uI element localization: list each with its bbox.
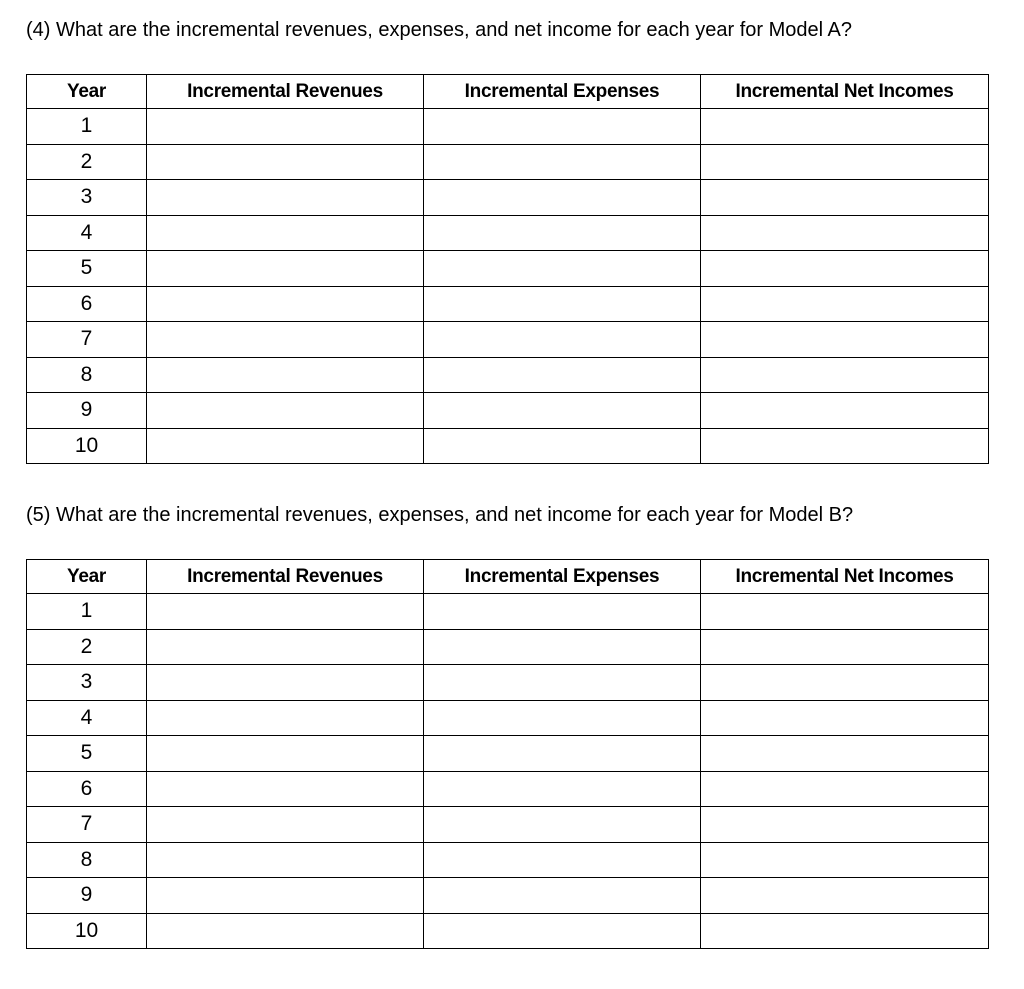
table-row [27,357,989,393]
table-row [27,393,989,429]
expenses-cell[interactable] [424,109,701,145]
year-cell: 3 [27,180,147,216]
net-incomes-cell[interactable] [701,251,989,287]
year-cell: 8 [27,357,147,393]
table-row [27,109,989,145]
net-incomes-cell[interactable] [701,180,989,216]
expenses-cell[interactable] [424,393,701,429]
model-a-table-body [27,109,989,464]
table-row [27,771,989,807]
expenses-cell[interactable] [424,842,701,878]
net-incomes-cell[interactable] [701,322,989,358]
year-cell: 2 [27,629,147,665]
expenses-cell[interactable] [424,428,701,464]
revenues-cell[interactable] [147,913,424,949]
revenues-cell[interactable] [147,807,424,843]
expenses-cell[interactable] [424,878,701,914]
net-incomes-cell[interactable] [701,629,989,665]
revenues-cell[interactable] [147,700,424,736]
year-cell: 1 [27,109,147,145]
revenues-cell[interactable] [147,878,424,914]
revenues-cell[interactable] [147,629,424,665]
header-incremental-net-incomes: Incremental Net Incomes [701,75,989,109]
expenses-cell[interactable] [424,913,701,949]
year-cell: 7 [27,322,147,358]
table-row [27,807,989,843]
net-incomes-cell[interactable] [701,665,989,701]
revenues-cell[interactable] [147,357,424,393]
revenues-cell[interactable] [147,109,424,145]
table-row [27,878,989,914]
expenses-cell[interactable] [424,144,701,180]
table-row [27,180,989,216]
model-b-table [26,559,989,949]
revenues-cell[interactable] [147,665,424,701]
year-cell: 5 [27,736,147,772]
table-row [27,842,989,878]
net-incomes-cell[interactable] [701,357,989,393]
table-row [27,215,989,251]
header-incremental-revenues: Incremental Revenues [147,560,424,594]
table-row [27,913,989,949]
net-incomes-cell[interactable] [701,286,989,322]
year-cell: 9 [27,878,147,914]
net-incomes-cell[interactable] [701,109,989,145]
year-cell: 4 [27,215,147,251]
net-incomes-cell[interactable] [701,393,989,429]
table-row [27,594,989,630]
revenues-cell[interactable] [147,771,424,807]
table-row [27,286,989,322]
table-row [27,736,989,772]
expenses-cell[interactable] [424,629,701,665]
header-row [27,560,989,594]
net-incomes-cell[interactable] [701,771,989,807]
net-incomes-cell[interactable] [701,428,989,464]
expenses-cell[interactable] [424,215,701,251]
table-row [27,700,989,736]
header-incremental-revenues: Incremental Revenues [147,75,424,109]
header-incremental-expenses: Incremental Expenses [424,560,701,594]
revenues-cell[interactable] [147,251,424,287]
year-cell: 5 [27,251,147,287]
year-cell: 10 [27,428,147,464]
year-cell: 4 [27,700,147,736]
header-incremental-net-incomes: Incremental Net Incomes [701,560,989,594]
expenses-cell[interactable] [424,357,701,393]
revenues-cell[interactable] [147,842,424,878]
revenues-cell[interactable] [147,180,424,216]
net-incomes-cell[interactable] [701,842,989,878]
question-model-a: (4) What are the incremental revenues, expenses, and net income for each year for Model A? [26,19,852,41]
revenues-cell[interactable] [147,215,424,251]
revenues-cell[interactable] [147,594,424,630]
expenses-cell[interactable] [424,807,701,843]
table-row [27,428,989,464]
expenses-cell[interactable] [424,700,701,736]
table-row [27,322,989,358]
revenues-cell[interactable] [147,428,424,464]
year-cell: 6 [27,286,147,322]
expenses-cell[interactable] [424,771,701,807]
net-incomes-cell[interactable] [701,878,989,914]
revenues-cell[interactable] [147,736,424,772]
header-row [27,75,989,109]
year-cell: 6 [27,771,147,807]
expenses-cell[interactable] [424,180,701,216]
revenues-cell[interactable] [147,393,424,429]
revenues-cell[interactable] [147,144,424,180]
year-cell: 10 [27,913,147,949]
year-cell: 8 [27,842,147,878]
revenues-cell[interactable] [147,286,424,322]
year-cell: 7 [27,807,147,843]
year-cell: 1 [27,594,147,630]
expenses-cell[interactable] [424,286,701,322]
question-model-b: (5) What are the incremental revenues, expenses, and net income for each year for Model B? [26,504,854,526]
model-b-table-body [27,594,989,949]
revenues-cell[interactable] [147,322,424,358]
net-incomes-cell[interactable] [701,913,989,949]
net-incomes-cell[interactable] [701,215,989,251]
expenses-cell[interactable] [424,322,701,358]
table-row [27,144,989,180]
model-a-table [26,74,989,464]
expenses-cell[interactable] [424,665,701,701]
table-row [27,251,989,287]
year-cell: 2 [27,144,147,180]
header-year: Year [27,560,147,594]
header-year: Year [27,75,147,109]
table-row [27,629,989,665]
table-row [27,665,989,701]
net-incomes-cell[interactable] [701,807,989,843]
expenses-cell[interactable] [424,594,701,630]
net-incomes-cell[interactable] [701,700,989,736]
net-incomes-cell[interactable] [701,736,989,772]
header-incremental-expenses: Incremental Expenses [424,75,701,109]
net-incomes-cell[interactable] [701,594,989,630]
year-cell: 9 [27,393,147,429]
year-cell: 3 [27,665,147,701]
net-incomes-cell[interactable] [701,144,989,180]
expenses-cell[interactable] [424,736,701,772]
expenses-cell[interactable] [424,251,701,287]
